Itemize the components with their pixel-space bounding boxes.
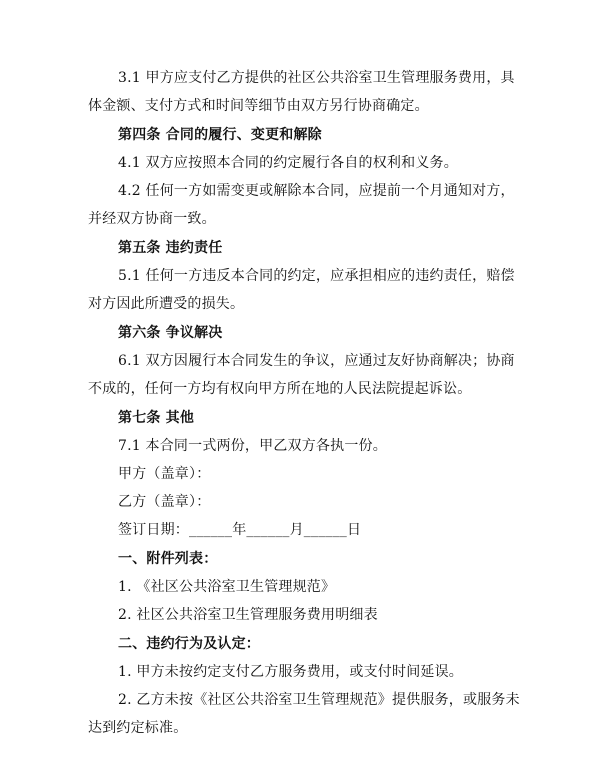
article-5-heading: 第五条 违约责任 [118,240,223,256]
article-7-heading: 第七条 其他 [118,410,195,426]
attachments-heading: 一、附件列表： [118,551,218,567]
clause-4-2-line-1: 4.2 任何一方如需变更或解除本合同，应提前一个月通知对方， [118,183,515,199]
clause-5-1-line-1: 5.1 任何一方违反本合同的约定，应承担相应的违约责任，赔偿 [118,268,515,284]
clause-3-1-line-1: 3.1 甲方应支付乙方提供的社区公共浴室卫生管理服务费用，具 [118,70,515,86]
attachment-item-1: 1. 《社区公共浴室卫生管理规范》 [118,579,336,595]
clause-7-1: 7.1 本合同一式两份，甲乙双方各执一份。 [118,438,387,454]
party-a-seal: 甲方（盖章）： [118,466,211,482]
breach-item-2-line-2: 达到约定标准。 [88,720,188,736]
clause-6-1-line-1: 6.1 双方因履行本合同发生的争议，应通过友好协商解决；协商 [118,353,515,369]
article-4-heading: 第四条 合同的履行、变更和解除 [118,127,322,143]
signing-date: 签订日期：______年______月______日 [118,522,362,538]
clause-4-1: 4.1 双方应按照本合同的约定履行各自的权利和义务。 [118,155,458,171]
clause-3-1-line-2: 体金额、支付方式和时间等细节由双方另行协商确定。 [88,98,429,114]
breach-item-2-line-1: 2. 乙方未按《社区公共浴室卫生管理规范》提供服务，或服务未 [118,692,520,708]
article-6-heading: 第六条 争议解决 [118,325,223,341]
clause-6-1-line-2: 不成的，任何一方均有权向甲方所在地的人民法院提起诉讼。 [88,381,472,397]
breach-heading: 二、违约行为及认定： [118,636,260,652]
clause-5-1-line-2: 对方因此所遭受的损失。 [88,296,245,312]
breach-item-1: 1. 甲方未按约定支付乙方服务费用，或支付时间延误。 [118,664,464,680]
clause-4-2-line-2: 并经双方协商一致。 [88,211,216,227]
attachment-item-2: 2. 社区公共浴室卫生管理服务费用明细表 [118,607,378,623]
party-b-seal: 乙方（盖章）： [118,494,211,510]
